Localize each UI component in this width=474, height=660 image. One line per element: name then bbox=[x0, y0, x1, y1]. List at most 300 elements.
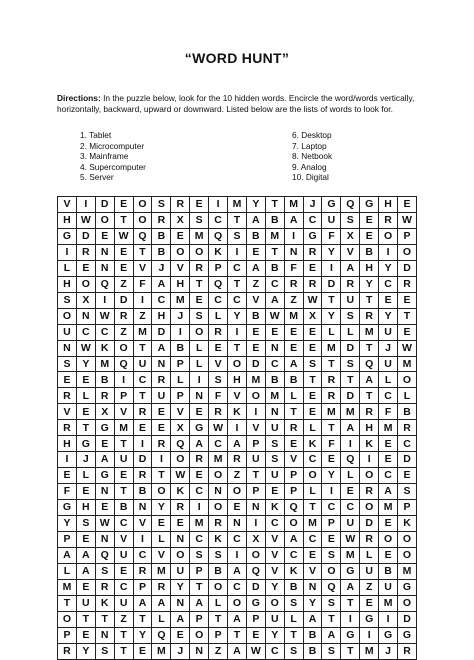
grid-cell[interactable]: S bbox=[322, 643, 341, 659]
grid-cell[interactable]: O bbox=[303, 468, 322, 484]
grid-cell[interactable]: R bbox=[152, 579, 171, 595]
grid-cell[interactable]: O bbox=[398, 532, 417, 548]
grid-cell[interactable]: P bbox=[133, 579, 152, 595]
grid-cell[interactable]: R bbox=[398, 420, 417, 436]
grid-cell[interactable]: C bbox=[76, 324, 95, 340]
grid-cell[interactable]: T bbox=[95, 611, 114, 627]
grid-cell[interactable]: B bbox=[265, 372, 284, 388]
grid-cell[interactable]: U bbox=[114, 452, 133, 468]
grid-cell[interactable]: N bbox=[95, 244, 114, 260]
grid-cell[interactable]: E bbox=[152, 404, 171, 420]
grid-cell[interactable]: C bbox=[152, 292, 171, 308]
grid-cell[interactable]: C bbox=[209, 292, 228, 308]
grid-cell[interactable]: Z bbox=[246, 276, 265, 292]
grid-cell[interactable]: H bbox=[152, 308, 171, 324]
grid-cell[interactable]: V bbox=[265, 532, 284, 548]
grid-cell[interactable]: X bbox=[171, 212, 190, 228]
grid-cell[interactable]: Y bbox=[228, 308, 247, 324]
grid-cell[interactable]: A bbox=[171, 611, 190, 627]
grid-cell[interactable]: V bbox=[114, 404, 133, 420]
grid-cell[interactable]: I bbox=[209, 197, 228, 213]
grid-cell[interactable]: A bbox=[322, 627, 341, 643]
grid-cell[interactable]: M bbox=[322, 404, 341, 420]
grid-cell[interactable]: A bbox=[76, 563, 95, 579]
grid-cell[interactable]: E bbox=[228, 500, 247, 516]
grid-cell[interactable]: L bbox=[209, 308, 228, 324]
grid-cell[interactable]: A bbox=[341, 579, 360, 595]
grid-cell[interactable]: I bbox=[228, 420, 247, 436]
grid-cell[interactable]: S bbox=[58, 356, 77, 372]
grid-cell[interactable]: W bbox=[171, 468, 190, 484]
grid-cell[interactable]: Y bbox=[379, 260, 398, 276]
grid-cell[interactable]: S bbox=[190, 308, 209, 324]
grid-cell[interactable]: I bbox=[133, 532, 152, 548]
grid-cell[interactable]: T bbox=[228, 212, 247, 228]
grid-cell[interactable]: S bbox=[284, 643, 303, 659]
grid-cell[interactable]: Y bbox=[58, 516, 77, 532]
grid-cell[interactable]: E bbox=[341, 484, 360, 500]
grid-cell[interactable]: U bbox=[322, 212, 341, 228]
grid-cell[interactable]: E bbox=[246, 627, 265, 643]
grid-cell[interactable]: O bbox=[95, 212, 114, 228]
grid-cell[interactable]: R bbox=[76, 244, 95, 260]
grid-cell[interactable]: N bbox=[171, 595, 190, 611]
grid-cell[interactable]: T bbox=[228, 276, 247, 292]
grid-cell[interactable]: U bbox=[114, 595, 133, 611]
grid-cell[interactable]: R bbox=[398, 643, 417, 659]
grid-cell[interactable]: B bbox=[152, 244, 171, 260]
grid-cell[interactable]: M bbox=[379, 595, 398, 611]
grid-cell[interactable]: T bbox=[76, 611, 95, 627]
grid-cell[interactable]: E bbox=[58, 468, 77, 484]
grid-cell[interactable]: R bbox=[322, 388, 341, 404]
grid-cell[interactable]: O bbox=[284, 516, 303, 532]
grid-cell[interactable]: U bbox=[265, 420, 284, 436]
grid-cell[interactable]: G bbox=[95, 468, 114, 484]
grid-cell[interactable]: V bbox=[133, 516, 152, 532]
grid-cell[interactable]: Y bbox=[360, 276, 379, 292]
grid-cell[interactable]: U bbox=[379, 324, 398, 340]
grid-cell[interactable]: T bbox=[190, 276, 209, 292]
grid-cell[interactable]: N bbox=[133, 500, 152, 516]
grid-cell[interactable]: E bbox=[284, 324, 303, 340]
grid-cell[interactable]: Y bbox=[265, 579, 284, 595]
grid-cell[interactable]: B bbox=[360, 244, 379, 260]
grid-cell[interactable]: C bbox=[228, 292, 247, 308]
grid-cell[interactable]: S bbox=[322, 595, 341, 611]
grid-cell[interactable]: O bbox=[398, 244, 417, 260]
grid-cell[interactable]: E bbox=[398, 324, 417, 340]
grid-cell[interactable]: K bbox=[284, 563, 303, 579]
grid-cell[interactable]: C bbox=[133, 547, 152, 563]
grid-cell[interactable]: S bbox=[95, 643, 114, 659]
grid-cell[interactable]: O bbox=[58, 611, 77, 627]
grid-cell[interactable]: N bbox=[209, 484, 228, 500]
grid-cell[interactable]: P bbox=[209, 260, 228, 276]
grid-cell[interactable]: E bbox=[190, 468, 209, 484]
grid-cell[interactable]: F bbox=[209, 388, 228, 404]
grid-cell[interactable]: V bbox=[133, 260, 152, 276]
grid-cell[interactable]: E bbox=[284, 340, 303, 356]
grid-cell[interactable]: E bbox=[76, 532, 95, 548]
grid-cell[interactable]: I bbox=[228, 324, 247, 340]
grid-cell[interactable]: T bbox=[360, 340, 379, 356]
grid-cell[interactable]: M bbox=[360, 324, 379, 340]
grid-cell[interactable]: R bbox=[190, 452, 209, 468]
grid-cell[interactable]: V bbox=[303, 563, 322, 579]
grid-cell[interactable]: Q bbox=[341, 452, 360, 468]
grid-cell[interactable]: O bbox=[76, 276, 95, 292]
grid-cell[interactable]: E bbox=[303, 340, 322, 356]
grid-cell[interactable]: T bbox=[341, 595, 360, 611]
grid-cell[interactable]: N bbox=[190, 388, 209, 404]
grid-cell[interactable]: O bbox=[228, 595, 247, 611]
grid-cell[interactable]: T bbox=[76, 420, 95, 436]
grid-cell[interactable]: V bbox=[114, 532, 133, 548]
grid-cell[interactable]: I bbox=[95, 292, 114, 308]
grid-cell[interactable]: M bbox=[360, 643, 379, 659]
grid-cell[interactable]: U bbox=[265, 468, 284, 484]
grid-cell[interactable]: O bbox=[379, 228, 398, 244]
grid-cell[interactable]: M bbox=[133, 324, 152, 340]
grid-cell[interactable]: E bbox=[284, 436, 303, 452]
grid-cell[interactable]: E bbox=[265, 324, 284, 340]
grid-cell[interactable]: E bbox=[209, 340, 228, 356]
grid-cell[interactable]: E bbox=[95, 500, 114, 516]
grid-cell[interactable]: P bbox=[284, 484, 303, 500]
grid-cell[interactable]: M bbox=[379, 500, 398, 516]
grid-cell[interactable]: O bbox=[209, 468, 228, 484]
grid-cell[interactable]: A bbox=[95, 452, 114, 468]
grid-cell[interactable]: G bbox=[190, 420, 209, 436]
grid-cell[interactable]: V bbox=[58, 197, 77, 213]
grid-cell[interactable]: A bbox=[379, 484, 398, 500]
grid-cell[interactable]: M bbox=[246, 372, 265, 388]
grid-cell[interactable]: L bbox=[379, 372, 398, 388]
grid-cell[interactable]: R bbox=[133, 468, 152, 484]
grid-cell[interactable]: A bbox=[76, 547, 95, 563]
grid-cell[interactable]: D bbox=[322, 276, 341, 292]
grid-cell[interactable]: S bbox=[341, 308, 360, 324]
grid-cell[interactable]: X bbox=[171, 420, 190, 436]
grid-cell[interactable]: N bbox=[58, 340, 77, 356]
grid-cell[interactable]: I bbox=[360, 627, 379, 643]
grid-cell[interactable]: Y bbox=[265, 627, 284, 643]
grid-cell[interactable]: T bbox=[114, 436, 133, 452]
grid-cell[interactable]: P bbox=[171, 388, 190, 404]
grid-cell[interactable]: Y bbox=[379, 308, 398, 324]
grid-cell[interactable]: V bbox=[246, 292, 265, 308]
grid-cell[interactable]: V bbox=[265, 547, 284, 563]
grid-cell[interactable]: I bbox=[246, 404, 265, 420]
grid-cell[interactable]: E bbox=[76, 627, 95, 643]
grid-cell[interactable]: L bbox=[341, 468, 360, 484]
grid-cell[interactable]: T bbox=[114, 643, 133, 659]
grid-cell[interactable]: T bbox=[246, 468, 265, 484]
grid-cell[interactable]: L bbox=[398, 388, 417, 404]
grid-cell[interactable]: S bbox=[265, 436, 284, 452]
grid-cell[interactable]: R bbox=[171, 197, 190, 213]
grid-cell[interactable]: H bbox=[228, 372, 247, 388]
grid-cell[interactable]: S bbox=[341, 212, 360, 228]
grid-cell[interactable]: N bbox=[228, 516, 247, 532]
grid-cell[interactable]: A bbox=[228, 611, 247, 627]
grid-cell[interactable]: F bbox=[322, 228, 341, 244]
grid-cell[interactable]: I bbox=[58, 244, 77, 260]
grid-cell[interactable]: T bbox=[133, 388, 152, 404]
grid-cell[interactable]: L bbox=[171, 372, 190, 388]
grid-cell[interactable]: I bbox=[341, 436, 360, 452]
grid-cell[interactable]: M bbox=[398, 356, 417, 372]
grid-cell[interactable]: E bbox=[379, 436, 398, 452]
grid-cell[interactable]: E bbox=[190, 197, 209, 213]
grid-cell[interactable]: C bbox=[379, 468, 398, 484]
grid-cell[interactable]: E bbox=[246, 340, 265, 356]
grid-cell[interactable]: R bbox=[303, 276, 322, 292]
grid-cell[interactable]: D bbox=[341, 340, 360, 356]
grid-cell[interactable]: Q bbox=[209, 276, 228, 292]
grid-cell[interactable]: N bbox=[246, 500, 265, 516]
grid-cell[interactable]: M bbox=[152, 563, 171, 579]
grid-cell[interactable]: A bbox=[190, 595, 209, 611]
grid-cell[interactable]: A bbox=[284, 212, 303, 228]
grid-cell[interactable]: Y bbox=[322, 244, 341, 260]
grid-cell[interactable]: E bbox=[360, 595, 379, 611]
grid-cell[interactable]: T bbox=[322, 356, 341, 372]
grid-cell[interactable]: W bbox=[265, 308, 284, 324]
grid-cell[interactable]: R bbox=[284, 420, 303, 436]
grid-cell[interactable]: P bbox=[398, 228, 417, 244]
grid-cell[interactable]: A bbox=[341, 420, 360, 436]
grid-cell[interactable]: E bbox=[379, 516, 398, 532]
grid-cell[interactable]: T bbox=[398, 308, 417, 324]
grid-cell[interactable]: R bbox=[58, 388, 77, 404]
grid-cell[interactable]: E bbox=[76, 372, 95, 388]
grid-cell[interactable]: Q bbox=[95, 547, 114, 563]
grid-cell[interactable]: Y bbox=[171, 579, 190, 595]
grid-cell[interactable]: H bbox=[58, 276, 77, 292]
grid-cell[interactable]: S bbox=[152, 197, 171, 213]
grid-cell[interactable]: W bbox=[114, 228, 133, 244]
grid-cell[interactable]: C bbox=[114, 579, 133, 595]
grid-cell[interactable]: L bbox=[322, 324, 341, 340]
grid-cell[interactable]: I bbox=[58, 452, 77, 468]
grid-cell[interactable]: E bbox=[152, 516, 171, 532]
grid-cell[interactable]: D bbox=[398, 611, 417, 627]
grid-cell[interactable]: W bbox=[76, 340, 95, 356]
grid-cell[interactable]: E bbox=[303, 547, 322, 563]
grid-cell[interactable]: N bbox=[95, 484, 114, 500]
grid-cell[interactable]: H bbox=[360, 420, 379, 436]
grid-cell[interactable]: R bbox=[114, 308, 133, 324]
grid-cell[interactable]: T bbox=[265, 197, 284, 213]
grid-cell[interactable]: I bbox=[246, 516, 265, 532]
grid-cell[interactable]: C bbox=[379, 388, 398, 404]
grid-cell[interactable]: T bbox=[303, 500, 322, 516]
grid-cell[interactable]: W bbox=[398, 340, 417, 356]
grid-cell[interactable]: W bbox=[95, 516, 114, 532]
grid-cell[interactable]: O bbox=[190, 627, 209, 643]
grid-cell[interactable]: A bbox=[303, 611, 322, 627]
grid-cell[interactable]: T bbox=[341, 372, 360, 388]
grid-cell[interactable]: Q bbox=[246, 563, 265, 579]
grid-cell[interactable]: E bbox=[379, 547, 398, 563]
grid-cell[interactable]: C bbox=[190, 484, 209, 500]
grid-cell[interactable]: K bbox=[95, 595, 114, 611]
grid-cell[interactable]: E bbox=[246, 244, 265, 260]
grid-cell[interactable]: D bbox=[398, 260, 417, 276]
grid-cell[interactable]: O bbox=[246, 547, 265, 563]
grid-cell[interactable]: E bbox=[114, 197, 133, 213]
grid-cell[interactable]: O bbox=[171, 452, 190, 468]
grid-cell[interactable]: B bbox=[265, 212, 284, 228]
grid-cell[interactable]: K bbox=[95, 340, 114, 356]
grid-cell[interactable]: T bbox=[133, 244, 152, 260]
grid-cell[interactable]: G bbox=[95, 420, 114, 436]
grid-cell[interactable]: R bbox=[209, 516, 228, 532]
grid-cell[interactable]: A bbox=[228, 643, 247, 659]
grid-cell[interactable]: Y bbox=[152, 500, 171, 516]
grid-cell[interactable]: E bbox=[171, 228, 190, 244]
grid-cell[interactable]: J bbox=[152, 260, 171, 276]
grid-cell[interactable]: Y bbox=[76, 356, 95, 372]
grid-cell[interactable]: T bbox=[133, 611, 152, 627]
grid-cell[interactable]: Q bbox=[133, 228, 152, 244]
grid-cell[interactable]: D bbox=[398, 452, 417, 468]
grid-cell[interactable]: T bbox=[209, 611, 228, 627]
grid-cell[interactable]: C bbox=[265, 516, 284, 532]
grid-cell[interactable]: Z bbox=[114, 324, 133, 340]
grid-cell[interactable]: E bbox=[190, 404, 209, 420]
grid-cell[interactable]: C bbox=[322, 500, 341, 516]
grid-cell[interactable]: G bbox=[76, 436, 95, 452]
grid-cell[interactable]: S bbox=[190, 547, 209, 563]
grid-cell[interactable]: J bbox=[171, 308, 190, 324]
grid-cell[interactable]: A bbox=[246, 212, 265, 228]
grid-cell[interactable]: B bbox=[303, 643, 322, 659]
grid-cell[interactable]: O bbox=[171, 547, 190, 563]
grid-cell[interactable]: L bbox=[58, 260, 77, 276]
grid-cell[interactable]: L bbox=[76, 388, 95, 404]
grid-cell[interactable]: I bbox=[322, 484, 341, 500]
grid-cell[interactable]: T bbox=[322, 292, 341, 308]
grid-cell[interactable]: O bbox=[246, 388, 265, 404]
grid-cell[interactable]: U bbox=[246, 452, 265, 468]
grid-cell[interactable]: Q bbox=[152, 627, 171, 643]
grid-cell[interactable]: M bbox=[284, 197, 303, 213]
grid-cell[interactable]: R bbox=[95, 388, 114, 404]
grid-cell[interactable]: U bbox=[379, 356, 398, 372]
grid-cell[interactable]: O bbox=[190, 324, 209, 340]
grid-cell[interactable]: C bbox=[265, 643, 284, 659]
grid-cell[interactable]: E bbox=[379, 452, 398, 468]
grid-cell[interactable]: I bbox=[190, 372, 209, 388]
grid-cell[interactable]: S bbox=[228, 228, 247, 244]
grid-cell[interactable]: R bbox=[341, 276, 360, 292]
grid-cell[interactable]: C bbox=[228, 579, 247, 595]
grid-cell[interactable]: V bbox=[246, 420, 265, 436]
grid-cell[interactable]: E bbox=[76, 404, 95, 420]
grid-cell[interactable]: B bbox=[284, 372, 303, 388]
grid-cell[interactable]: Q bbox=[341, 197, 360, 213]
grid-cell[interactable]: I bbox=[360, 452, 379, 468]
grid-cell[interactable]: D bbox=[95, 197, 114, 213]
grid-cell[interactable]: L bbox=[284, 611, 303, 627]
grid-cell[interactable]: U bbox=[58, 324, 77, 340]
grid-cell[interactable]: L bbox=[303, 484, 322, 500]
grid-cell[interactable]: T bbox=[114, 212, 133, 228]
grid-cell[interactable]: V bbox=[265, 563, 284, 579]
grid-cell[interactable]: G bbox=[58, 228, 77, 244]
grid-cell[interactable]: O bbox=[114, 340, 133, 356]
grid-cell[interactable]: E bbox=[322, 452, 341, 468]
grid-cell[interactable]: Z bbox=[284, 292, 303, 308]
grid-cell[interactable]: A bbox=[152, 595, 171, 611]
grid-cell[interactable]: P bbox=[58, 532, 77, 548]
grid-cell[interactable]: S bbox=[190, 212, 209, 228]
grid-cell[interactable]: S bbox=[209, 547, 228, 563]
grid-cell[interactable]: O bbox=[360, 468, 379, 484]
grid-cell[interactable]: I bbox=[190, 500, 209, 516]
grid-cell[interactable]: G bbox=[360, 611, 379, 627]
grid-cell[interactable]: O bbox=[265, 595, 284, 611]
grid-cell[interactable]: R bbox=[360, 404, 379, 420]
grid-cell[interactable]: C bbox=[379, 276, 398, 292]
grid-cell[interactable]: R bbox=[379, 212, 398, 228]
grid-cell[interactable]: O bbox=[152, 484, 171, 500]
grid-cell[interactable]: A bbox=[360, 372, 379, 388]
grid-cell[interactable]: C bbox=[228, 532, 247, 548]
grid-cell[interactable]: L bbox=[152, 532, 171, 548]
grid-cell[interactable]: A bbox=[284, 532, 303, 548]
grid-cell[interactable]: Y bbox=[303, 595, 322, 611]
grid-cell[interactable]: O bbox=[322, 563, 341, 579]
grid-cell[interactable]: M bbox=[58, 579, 77, 595]
grid-cell[interactable]: Y bbox=[133, 627, 152, 643]
grid-cell[interactable]: T bbox=[322, 420, 341, 436]
grid-cell[interactable]: A bbox=[246, 260, 265, 276]
grid-cell[interactable]: P bbox=[246, 436, 265, 452]
grid-cell[interactable]: B bbox=[265, 260, 284, 276]
grid-cell[interactable]: S bbox=[322, 547, 341, 563]
grid-cell[interactable]: N bbox=[95, 532, 114, 548]
grid-cell[interactable]: M bbox=[322, 340, 341, 356]
grid-cell[interactable]: C bbox=[190, 532, 209, 548]
grid-cell[interactable]: C bbox=[95, 324, 114, 340]
grid-cell[interactable]: B bbox=[284, 579, 303, 595]
grid-cell[interactable]: H bbox=[360, 260, 379, 276]
grid-cell[interactable]: V bbox=[341, 244, 360, 260]
grid-cell[interactable]: E bbox=[152, 420, 171, 436]
grid-cell[interactable]: R bbox=[209, 324, 228, 340]
grid-cell[interactable]: F bbox=[379, 404, 398, 420]
grid-cell[interactable]: M bbox=[190, 516, 209, 532]
grid-cell[interactable]: L bbox=[303, 420, 322, 436]
grid-cell[interactable]: E bbox=[114, 563, 133, 579]
grid-cell[interactable]: H bbox=[58, 436, 77, 452]
grid-cell[interactable]: G bbox=[360, 197, 379, 213]
grid-cell[interactable]: D bbox=[246, 356, 265, 372]
grid-cell[interactable]: V bbox=[228, 388, 247, 404]
grid-cell[interactable]: R bbox=[171, 500, 190, 516]
grid-cell[interactable]: E bbox=[114, 468, 133, 484]
grid-cell[interactable]: G bbox=[379, 627, 398, 643]
grid-cell[interactable]: B bbox=[152, 228, 171, 244]
grid-cell[interactable]: U bbox=[76, 595, 95, 611]
grid-cell[interactable]: K bbox=[209, 244, 228, 260]
grid-cell[interactable]: E bbox=[303, 260, 322, 276]
grid-cell[interactable]: X bbox=[76, 292, 95, 308]
